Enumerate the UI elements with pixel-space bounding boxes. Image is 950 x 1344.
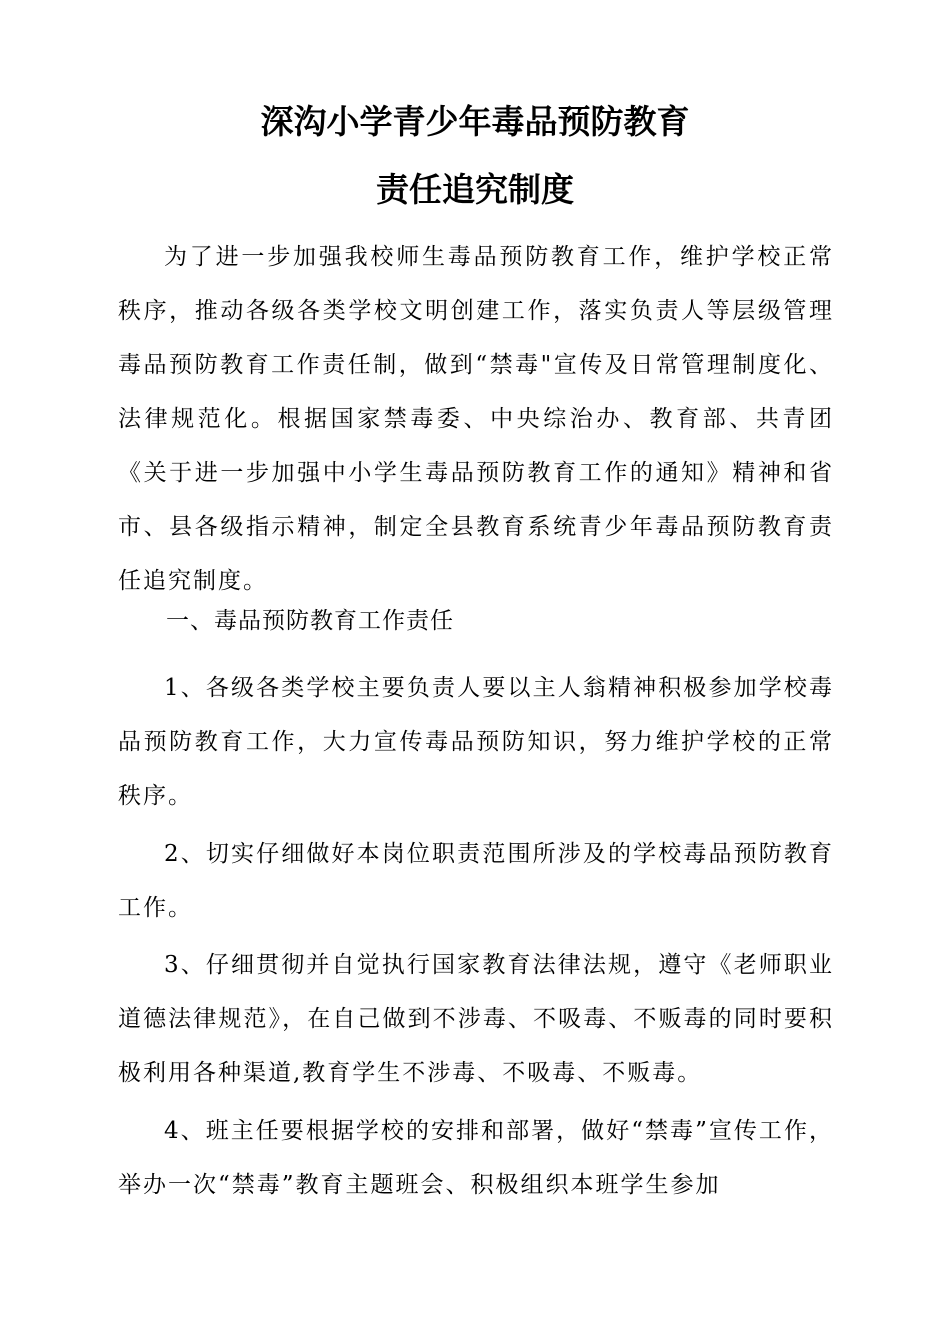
document-title-line2: 责任追究制度 <box>376 170 574 209</box>
list-item-1: 1、各级各类学校主要负责人要以主人翁精神积极参加学校毒品预防教育工作，大力宣传毒品预防知识，努力维护学校的正常秩序。 <box>118 675 834 809</box>
list-item-3: 3、仔细贯彻并自觉执行国家教育法律法规，遵守《老师职业道德法律规范》，在自己做到不涉毒、不吸毒、不贩毒的同时要积极利用各种渠道,教育学生不涉毒、不吸毒、不贩毒。 <box>118 952 834 1086</box>
list-item-4: 4、班主任要根据学校的安排和部署，做好“禁毒”宣传工作，举办一次“禁毒”教育主题班会、积极组织本班学生参加 <box>118 1118 834 1198</box>
section-heading: 一、毒品预防教育工作责任 <box>166 608 454 634</box>
list-item-2: 2、切实仔细做好本岗位职责范围所涉及的学校毒品预防教育工作。 <box>118 841 834 921</box>
intro-paragraph: 为了进一步加强我校师生毒品预防教育工作，维护学校正常秩序，推动各级各类学校文明创建工作，落实负责人等层级管理毒品预防教育工作责任制，做到“禁毒"宣传及日常管理制度化、法律规范化。根据国家禁毒委、中央综治办、教育部、共青团《关于进一步加强中小学生毒品预防教育工作的通知》精神和省市、县各级指示精神，制定全县教育系统青少年毒品预防教育责任追究制度。 <box>118 244 834 594</box>
document-title-line1: 深沟小学青少年毒品预防教育 <box>260 102 690 141</box>
